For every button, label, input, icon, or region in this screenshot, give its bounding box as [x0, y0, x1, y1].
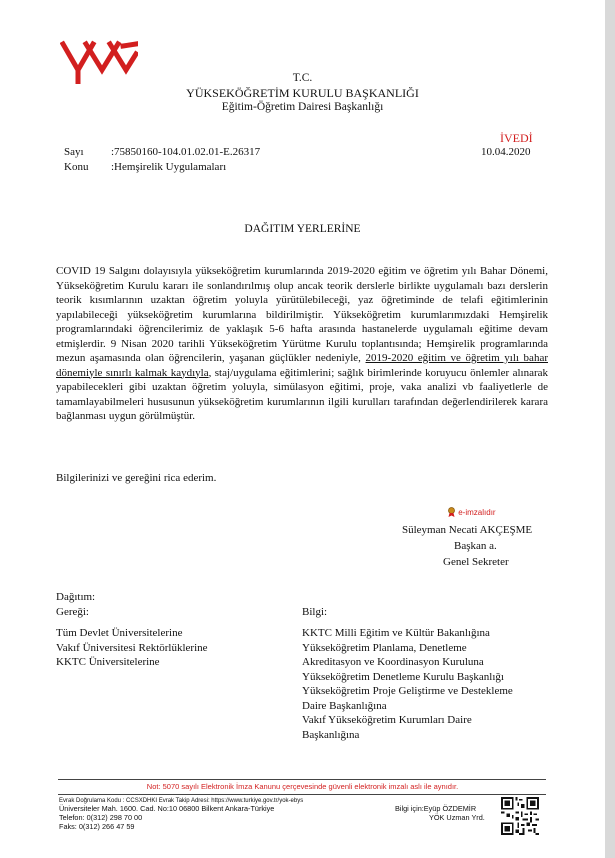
urgent-label: İVEDİ — [500, 131, 533, 145]
signatory-title-2: Genel Sekreter — [443, 556, 509, 568]
body-text-part1: COVID 19 Salgını dolayısıyla yükseköğretim kurumlarında 2019-2020 eğitim ve öğretim yılı Bahar Dönemi, Yükseköğretim Kurulu kararı ile sonlandırılmış olup ancak teorik derslerle birlikte uygulamalı bazı derslerin teorik kısımlarının uzaktan öğretim yoluyla yürütülebileceği, yaz öğretiminde de telafi eğitimlerinin yapılabileceği yükseköğretim kurumlarına bildirilmiştir. Yükseköğretim kurumlarımızdaki Hemşirelik programlarındaki öğrencilerimiz de yaklaşık 5-6 hafta arasında hastanelerde uygulamalı eğitime devam etmişlerdir. 9 Nisan 2020 tarihli Yükseköğretim Yürütme Kurulu toplantısında; Hemşirelik programlarında mezun aşamasında olan öğrencilerin, yaşanan güçlükler nedeniyle, — [56, 265, 548, 364]
signatory-title-1: Başkan a. — [454, 540, 497, 552]
footer-phone: Telefon: 0(312) 298 70 00 — [59, 813, 143, 822]
list-item: Vakıf Yükseköğretim Kurumları Daire — [302, 714, 472, 726]
body-text-underlined: 2019-2020 eğitim ve öğretim yılı bahar dönemiyle sınırlı kalmak kaydıyla — [56, 352, 548, 379]
list-item: Tüm Devlet Üniversitelerine — [56, 627, 183, 639]
verification-code: Evrak Doğrulama Kodu : CCSXDHKI Evrak Takip Adresi: https://www.turkiye.gov.tr/yok-ebys — [59, 798, 304, 804]
esign-block — [447, 507, 496, 517]
gereg-list — [56, 626, 208, 670]
footer-notice: Not: 5070 sayılı Elektronik İmza Kanunu çerçevesinde güvenli elektronik imzalı aslı ile aynıdır. — [146, 782, 459, 791]
list-item: Başkanlığına — [302, 728, 360, 741]
list-item: Yükseköğretim Proje Geliştirme ve Destekleme — [302, 685, 513, 697]
konu-value: :Hemşirelik Uygulamaları — [111, 161, 227, 173]
page-edge — [605, 0, 615, 858]
body-text-part2: , staj/uygulama eğitimlerini; sağlık birimlerinde koruyucu önlemler alınarak yapabilecekleri gibi uzaktan öğretim yoluyla, simülasyon eğitimi, proje, vaka analizi vb faaliyetlerle de tamamlayabilmeleri hususunun yükseköğretim kurumlarının ilgili kurulları tarafından değerlendirilerek karara bağlanması uygun görülmüştür. — [56, 366, 549, 422]
signatory-name: Süleyman Necati AKÇEŞME — [402, 524, 533, 536]
header-department: Eğitim-Öğretim Dairesi Başkanlığı — [221, 101, 384, 113]
list-item: Akreditasyon ve Koordinasyon Kuruluna — [302, 656, 484, 668]
footer-address: Üniversiteler Mah. 1600. Cad. No:10 06800 Bilkent Ankara-Türkiye — [59, 804, 275, 813]
footer-fax: Faks: 0(312) 266 47 59 — [59, 822, 135, 831]
sayi-label: Sayı — [64, 146, 84, 158]
list-item: KKTC Üniversitelerine — [56, 656, 160, 668]
konu-label: Konu — [64, 161, 89, 173]
footer-info-contact: Bilgi için:Eyüp ÖZDEMİR — [395, 804, 477, 813]
bilgi-list — [302, 626, 513, 742]
distribution-label: Dağıtım: — [56, 591, 96, 603]
list-item: Yükseköğretim Planlama, Denetleme — [302, 641, 467, 654]
bilgi-label: Bilgi: — [302, 606, 328, 618]
esign-label: e-imzalıdır — [458, 508, 496, 517]
footer-divider-bottom — [58, 794, 546, 795]
esign-seal-icon — [447, 507, 456, 517]
list-item: Yükseköğretim Denetleme Kurulu Başkanlığı — [302, 670, 504, 683]
document-date: 10.04.2020 — [481, 146, 531, 158]
list-item: Vakıf Üniversitesi Rektörlüklerine — [56, 641, 208, 654]
qr-code-icon — [501, 797, 539, 835]
header-institution: YÜKSEKÖĞRETİM KURULU BAŞKANLIĞI — [186, 86, 419, 100]
footer-info-title: YÖK Uzman Yrd. — [429, 813, 485, 822]
body-paragraph-2: Bilgilerinizi ve gereğini rica ederim. — [56, 472, 217, 484]
list-item: KKTC Milli Eğitim ve Kültür Bakanlığına — [302, 627, 490, 639]
body-paragraph-1 — [56, 264, 548, 424]
sayi-value: :75850160-104.01.02.01-E.26317 — [111, 146, 261, 158]
header-country: T.C. — [292, 72, 313, 84]
recipient-heading: DAĞITIM YERLERİNE — [244, 223, 361, 235]
footer-divider-top — [58, 779, 546, 780]
list-item: Daire Başkanlığına — [302, 699, 387, 712]
gereg-label: Gereği: — [56, 606, 89, 618]
